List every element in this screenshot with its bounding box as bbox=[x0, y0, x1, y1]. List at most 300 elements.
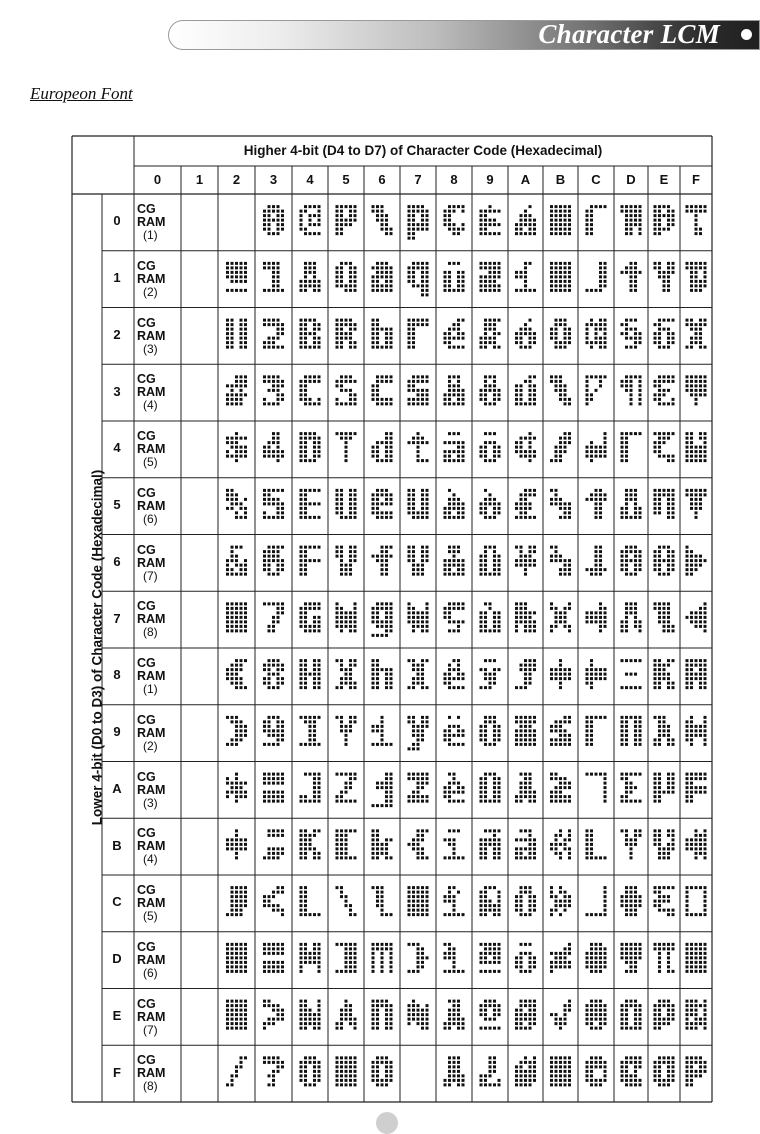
glyph-dot bbox=[590, 573, 593, 576]
glyph-dot bbox=[376, 904, 379, 907]
glyph-dot bbox=[630, 852, 633, 855]
glyph-dot bbox=[457, 716, 460, 719]
glyph-dot bbox=[304, 834, 307, 837]
glyph-dot bbox=[568, 720, 571, 723]
glyph-dot bbox=[318, 800, 321, 803]
glyph-dot bbox=[533, 341, 536, 344]
glyph-dot bbox=[498, 289, 501, 292]
glyph-dot bbox=[667, 275, 670, 278]
glyph-dot bbox=[417, 961, 420, 964]
glyph-dot bbox=[529, 446, 532, 449]
glyph-dot bbox=[281, 961, 284, 964]
glyph-dot bbox=[634, 1070, 637, 1073]
glyph-dot bbox=[555, 668, 558, 671]
glyph-dot bbox=[304, 1009, 307, 1012]
glyph-dot bbox=[453, 1022, 456, 1025]
glyph-dot bbox=[515, 956, 518, 959]
glyph-dot bbox=[663, 455, 666, 458]
glyph-dot bbox=[277, 284, 280, 287]
glyph-dot bbox=[235, 1074, 238, 1077]
glyph-dot bbox=[604, 716, 607, 719]
glyph-dot bbox=[484, 275, 487, 278]
glyph-dot bbox=[313, 668, 316, 671]
glyph-dot bbox=[630, 773, 633, 776]
glyph-dot bbox=[268, 441, 271, 444]
glyph-dot bbox=[300, 1018, 303, 1021]
glyph-dot bbox=[484, 668, 487, 671]
glyph-dot bbox=[493, 450, 496, 453]
glyph-dot bbox=[244, 1022, 247, 1025]
glyph-dot bbox=[533, 795, 536, 798]
glyph-dot bbox=[555, 1022, 558, 1025]
glyph-dot bbox=[524, 913, 527, 916]
glyph-dot bbox=[621, 380, 624, 383]
glyph-dot bbox=[654, 493, 657, 496]
glyph-dot bbox=[524, 380, 527, 383]
glyph-dot bbox=[462, 573, 465, 576]
glyph-dot bbox=[498, 275, 501, 278]
glyph-dot bbox=[448, 498, 451, 501]
glyph-dot bbox=[586, 393, 589, 396]
glyph-dot bbox=[244, 791, 247, 794]
glyph-dot bbox=[349, 262, 352, 265]
glyph-dot bbox=[304, 573, 307, 576]
glyph-dot bbox=[340, 1065, 343, 1068]
glyph-dot bbox=[354, 1079, 357, 1082]
glyph-dot bbox=[281, 952, 284, 955]
glyph-dot bbox=[498, 346, 501, 349]
glyph-dot bbox=[444, 895, 447, 898]
glyph-dot bbox=[480, 214, 483, 217]
char-glyph-9-E bbox=[480, 1000, 501, 1030]
glyph-dot bbox=[448, 384, 451, 387]
glyph-dot bbox=[621, 952, 624, 955]
glyph-dot bbox=[489, 502, 492, 505]
glyph-dot bbox=[263, 346, 266, 349]
glyph-dot bbox=[313, 834, 316, 837]
glyph-dot bbox=[493, 782, 496, 785]
glyph-dot bbox=[520, 398, 523, 401]
glyph-dot bbox=[604, 956, 607, 959]
glyph-dot bbox=[412, 943, 415, 946]
glyph-dot bbox=[372, 205, 375, 208]
glyph-dot bbox=[231, 489, 234, 492]
glyph-dot bbox=[595, 1065, 598, 1068]
glyph-dot bbox=[564, 795, 567, 798]
glyph-dot bbox=[268, 1022, 271, 1025]
glyph-dot bbox=[240, 668, 243, 671]
glyph-dot bbox=[529, 502, 532, 505]
glyph-dot bbox=[340, 1070, 343, 1073]
glyph-dot bbox=[520, 602, 523, 605]
glyph-dot bbox=[349, 1079, 352, 1082]
glyph-dot bbox=[318, 1061, 321, 1064]
glyph-dot bbox=[300, 664, 303, 667]
glyph-dot bbox=[408, 323, 411, 326]
glyph-dot bbox=[313, 800, 316, 803]
glyph-dot bbox=[376, 332, 379, 335]
glyph-dot bbox=[345, 1009, 348, 1012]
glyph-dot bbox=[480, 852, 483, 855]
glyph-dot bbox=[630, 791, 633, 794]
glyph-dot bbox=[272, 262, 275, 265]
glyph-dot bbox=[444, 564, 447, 567]
glyph-dot bbox=[599, 498, 602, 501]
glyph-dot bbox=[586, 1074, 589, 1077]
glyph-dot bbox=[277, 834, 280, 837]
glyph-dot bbox=[658, 773, 661, 776]
glyph-dot bbox=[304, 664, 307, 667]
glyph-dot bbox=[421, 493, 424, 496]
glyph-dot bbox=[417, 432, 420, 435]
glyph-dot bbox=[417, 843, 420, 846]
glyph-dot bbox=[421, 275, 424, 278]
glyph-dot bbox=[515, 384, 518, 387]
glyph-dot bbox=[493, 773, 496, 776]
glyph-dot bbox=[520, 393, 523, 396]
glyph-dot bbox=[226, 782, 229, 785]
glyph-dot bbox=[318, 716, 321, 719]
glyph-dot bbox=[277, 1056, 280, 1059]
glyph-dot bbox=[625, 502, 628, 505]
glyph-dot bbox=[226, 437, 229, 440]
glyph-dot bbox=[457, 205, 460, 208]
glyph-dot bbox=[381, 266, 384, 269]
glyph-dot bbox=[568, 210, 571, 213]
glyph-dot bbox=[529, 555, 532, 558]
glyph-dot bbox=[599, 1013, 602, 1016]
glyph-dot bbox=[586, 952, 589, 955]
glyph-dot bbox=[318, 516, 321, 519]
glyph-dot bbox=[408, 900, 411, 903]
glyph-dot bbox=[408, 913, 411, 916]
glyph-dot bbox=[625, 266, 628, 269]
glyph-dot bbox=[408, 384, 411, 387]
glyph-dot bbox=[480, 275, 483, 278]
glyph-dot bbox=[240, 337, 243, 340]
glyph-dot bbox=[568, 677, 571, 680]
glyph-dot bbox=[658, 489, 661, 492]
glyph-dot bbox=[625, 205, 628, 208]
glyph-dot bbox=[604, 341, 607, 344]
glyph-dot bbox=[272, 402, 275, 405]
glyph-dot bbox=[354, 550, 357, 553]
glyph-dot bbox=[244, 1056, 247, 1059]
glyph-dot bbox=[381, 743, 384, 746]
glyph-dot bbox=[457, 546, 460, 549]
glyph-dot bbox=[313, 289, 316, 292]
glyph-dot bbox=[231, 664, 234, 667]
glyph-dot bbox=[533, 611, 536, 614]
glyph-dot bbox=[376, 384, 379, 387]
glyph-dot bbox=[550, 459, 553, 462]
glyph-dot bbox=[672, 337, 675, 340]
glyph-dot bbox=[457, 1013, 460, 1016]
glyph-dot bbox=[340, 607, 343, 610]
glyph-dot bbox=[345, 219, 348, 222]
char-glyph-8-5 bbox=[444, 489, 465, 519]
glyph-dot bbox=[313, 271, 316, 274]
glyph-dot bbox=[658, 659, 661, 662]
glyph-dot bbox=[564, 625, 567, 628]
glyph-dot bbox=[457, 564, 460, 567]
glyph-dot bbox=[639, 800, 642, 803]
glyph-dot bbox=[354, 559, 357, 562]
char-glyph-7-C bbox=[408, 886, 429, 916]
glyph-dot bbox=[340, 573, 343, 576]
glyph-dot bbox=[304, 611, 307, 614]
glyph-dot bbox=[272, 384, 275, 387]
glyph-dot bbox=[654, 502, 657, 505]
glyph-dot bbox=[300, 1074, 303, 1077]
glyph-dot bbox=[244, 323, 247, 326]
glyph-dot bbox=[568, 738, 571, 741]
glyph-dot bbox=[639, 337, 642, 340]
glyph-dot bbox=[498, 961, 501, 964]
glyph-dot bbox=[480, 843, 483, 846]
glyph-dot bbox=[493, 498, 496, 501]
glyph-dot bbox=[417, 568, 420, 571]
glyph-dot bbox=[390, 493, 393, 496]
glyph-dot bbox=[489, 1027, 492, 1030]
glyph-dot bbox=[568, 782, 571, 785]
glyph-dot bbox=[515, 625, 518, 628]
glyph-dot bbox=[304, 205, 307, 208]
glyph-dot bbox=[568, 564, 571, 567]
glyph-dot bbox=[586, 323, 589, 326]
glyph-dot bbox=[417, 773, 420, 776]
glyph-dot bbox=[444, 455, 447, 458]
glyph-dot bbox=[599, 1083, 602, 1086]
char-glyph-2-1 bbox=[226, 262, 247, 292]
glyph-dot bbox=[408, 266, 411, 269]
glyph-dot bbox=[484, 720, 487, 723]
glyph-dot bbox=[408, 441, 411, 444]
glyph-dot bbox=[654, 795, 657, 798]
glyph-dot bbox=[272, 947, 275, 950]
glyph-dot bbox=[568, 961, 571, 964]
glyph-dot bbox=[453, 432, 456, 435]
glyph-dot bbox=[300, 1004, 303, 1007]
glyph-dot bbox=[240, 1027, 243, 1030]
glyph-dot bbox=[300, 607, 303, 610]
glyph-dot bbox=[484, 289, 487, 292]
glyph-dot bbox=[318, 1000, 321, 1003]
glyph-dot bbox=[559, 738, 562, 741]
glyph-dot bbox=[453, 607, 456, 610]
glyph-dot bbox=[590, 214, 593, 217]
glyph-dot bbox=[639, 214, 642, 217]
glyph-dot bbox=[268, 729, 271, 732]
glyph-dot bbox=[300, 210, 303, 213]
glyph-dot bbox=[524, 620, 527, 623]
glyph-dot bbox=[533, 838, 536, 841]
char-glyph-D-F bbox=[621, 1056, 642, 1086]
glyph-dot bbox=[235, 280, 238, 283]
glyph-dot bbox=[372, 1027, 375, 1030]
glyph-dot bbox=[349, 904, 352, 907]
glyph-dot bbox=[300, 895, 303, 898]
glyph-dot bbox=[453, 886, 456, 889]
glyph-dot bbox=[268, 341, 271, 344]
glyph-dot bbox=[277, 319, 280, 322]
glyph-dot bbox=[555, 607, 558, 610]
char-glyph-C-3 bbox=[586, 375, 607, 405]
glyph-dot bbox=[349, 511, 352, 514]
char-glyph-2-9 bbox=[226, 716, 247, 746]
glyph-dot bbox=[604, 611, 607, 614]
glyph-dot bbox=[595, 1000, 598, 1003]
glyph-dot bbox=[634, 956, 637, 959]
glyph-dot bbox=[385, 346, 388, 349]
glyph-dot bbox=[444, 734, 447, 737]
glyph-dot bbox=[595, 1056, 598, 1059]
glyph-dot bbox=[448, 262, 451, 265]
glyph-dot bbox=[336, 341, 339, 344]
glyph-dot bbox=[559, 437, 562, 440]
glyph-dot bbox=[304, 625, 307, 628]
glyph-dot bbox=[533, 450, 536, 453]
glyph-dot bbox=[349, 616, 352, 619]
glyph-dot bbox=[595, 564, 598, 567]
glyph-dot bbox=[281, 847, 284, 850]
glyph-dot bbox=[448, 511, 451, 514]
glyph-dot bbox=[559, 223, 562, 226]
glyph-dot bbox=[231, 682, 234, 685]
glyph-dot bbox=[524, 847, 527, 850]
glyph-dot bbox=[599, 970, 602, 973]
glyph-dot bbox=[277, 446, 280, 449]
glyph-dot bbox=[654, 738, 657, 741]
glyph-dot bbox=[625, 1065, 628, 1068]
char-glyph-C-B bbox=[586, 829, 607, 859]
glyph-dot bbox=[381, 375, 384, 378]
glyph-dot bbox=[524, 402, 527, 405]
glyph-dot bbox=[240, 786, 243, 789]
glyph-dot bbox=[489, 441, 492, 444]
glyph-dot bbox=[448, 856, 451, 859]
glyph-dot bbox=[272, 437, 275, 440]
glyph-dot bbox=[555, 673, 558, 676]
glyph-dot bbox=[529, 738, 532, 741]
glyph-dot bbox=[268, 1083, 271, 1086]
glyph-dot bbox=[426, 616, 429, 619]
glyph-dot bbox=[489, 459, 492, 462]
glyph-dot bbox=[484, 1000, 487, 1003]
glyph-dot bbox=[372, 1079, 375, 1082]
glyph-dot bbox=[408, 223, 411, 226]
glyph-dot bbox=[277, 1070, 280, 1073]
char-glyph-A-C bbox=[515, 886, 536, 916]
glyph-dot bbox=[639, 402, 642, 405]
glyph-dot bbox=[672, 555, 675, 558]
glyph-dot bbox=[564, 891, 567, 894]
glyph-dot bbox=[453, 947, 456, 950]
glyph-dot bbox=[421, 1009, 424, 1012]
glyph-dot bbox=[667, 791, 670, 794]
glyph-dot bbox=[281, 516, 284, 519]
glyph-dot bbox=[231, 611, 234, 614]
glyph-dot bbox=[457, 328, 460, 331]
glyph-dot bbox=[421, 795, 424, 798]
glyph-dot bbox=[630, 970, 633, 973]
glyph-dot bbox=[349, 1061, 352, 1064]
glyph-dot bbox=[634, 550, 637, 553]
glyph-dot bbox=[231, 341, 234, 344]
glyph-dot bbox=[408, 1022, 411, 1025]
glyph-dot bbox=[559, 725, 562, 728]
glyph-dot bbox=[235, 800, 238, 803]
glyph-dot bbox=[550, 1074, 553, 1077]
glyph-dot bbox=[412, 734, 415, 737]
glyph-dot bbox=[595, 1027, 598, 1030]
glyph-dot bbox=[586, 856, 589, 859]
char-glyph-5-D bbox=[336, 943, 357, 973]
char-glyph-C-4 bbox=[586, 432, 607, 462]
glyph-dot bbox=[524, 262, 527, 265]
glyph-dot bbox=[453, 961, 456, 964]
glyph-dot bbox=[489, 904, 492, 907]
glyph-dot bbox=[568, 952, 571, 955]
glyph-dot bbox=[559, 455, 562, 458]
glyph-dot bbox=[309, 516, 312, 519]
glyph-dot bbox=[457, 432, 460, 435]
glyph-dot bbox=[639, 625, 642, 628]
glyph-dot bbox=[672, 686, 675, 689]
glyph-dot bbox=[634, 843, 637, 846]
glyph-dot bbox=[625, 1013, 628, 1016]
glyph-dot bbox=[345, 729, 348, 732]
glyph-dot bbox=[235, 555, 238, 558]
glyph-dot bbox=[235, 275, 238, 278]
glyph-dot bbox=[372, 398, 375, 401]
glyph-dot bbox=[630, 847, 633, 850]
glyph-dot bbox=[412, 720, 415, 723]
glyph-dot bbox=[412, 489, 415, 492]
glyph-dot bbox=[340, 489, 343, 492]
glyph-dot bbox=[281, 1061, 284, 1064]
glyph-dot bbox=[385, 852, 388, 855]
glyph-dot bbox=[263, 856, 266, 859]
glyph-dot bbox=[586, 446, 589, 449]
glyph-dot bbox=[372, 834, 375, 837]
glyph-dot bbox=[281, 507, 284, 510]
glyph-dot bbox=[390, 1074, 393, 1077]
glyph-dot bbox=[457, 782, 460, 785]
glyph-dot bbox=[529, 441, 532, 444]
glyph-dot bbox=[564, 895, 567, 898]
glyph-dot bbox=[515, 502, 518, 505]
glyph-dot bbox=[421, 725, 424, 728]
glyph-dot bbox=[667, 214, 670, 217]
glyph-dot bbox=[272, 555, 275, 558]
glyph-dot bbox=[625, 800, 628, 803]
glyph-dot bbox=[625, 611, 628, 614]
glyph-dot bbox=[268, 205, 271, 208]
glyph-dot bbox=[345, 673, 348, 676]
glyph-dot bbox=[304, 498, 307, 501]
glyph-dot bbox=[231, 900, 234, 903]
glyph-dot bbox=[559, 843, 562, 846]
glyph-dot bbox=[340, 402, 343, 405]
glyph-dot bbox=[349, 346, 352, 349]
glyph-dot bbox=[667, 743, 670, 746]
glyph-dot bbox=[412, 223, 415, 226]
glyph-dot bbox=[630, 328, 633, 331]
glyph-dot bbox=[300, 838, 303, 841]
glyph-dot bbox=[372, 607, 375, 610]
glyph-dot bbox=[340, 791, 343, 794]
